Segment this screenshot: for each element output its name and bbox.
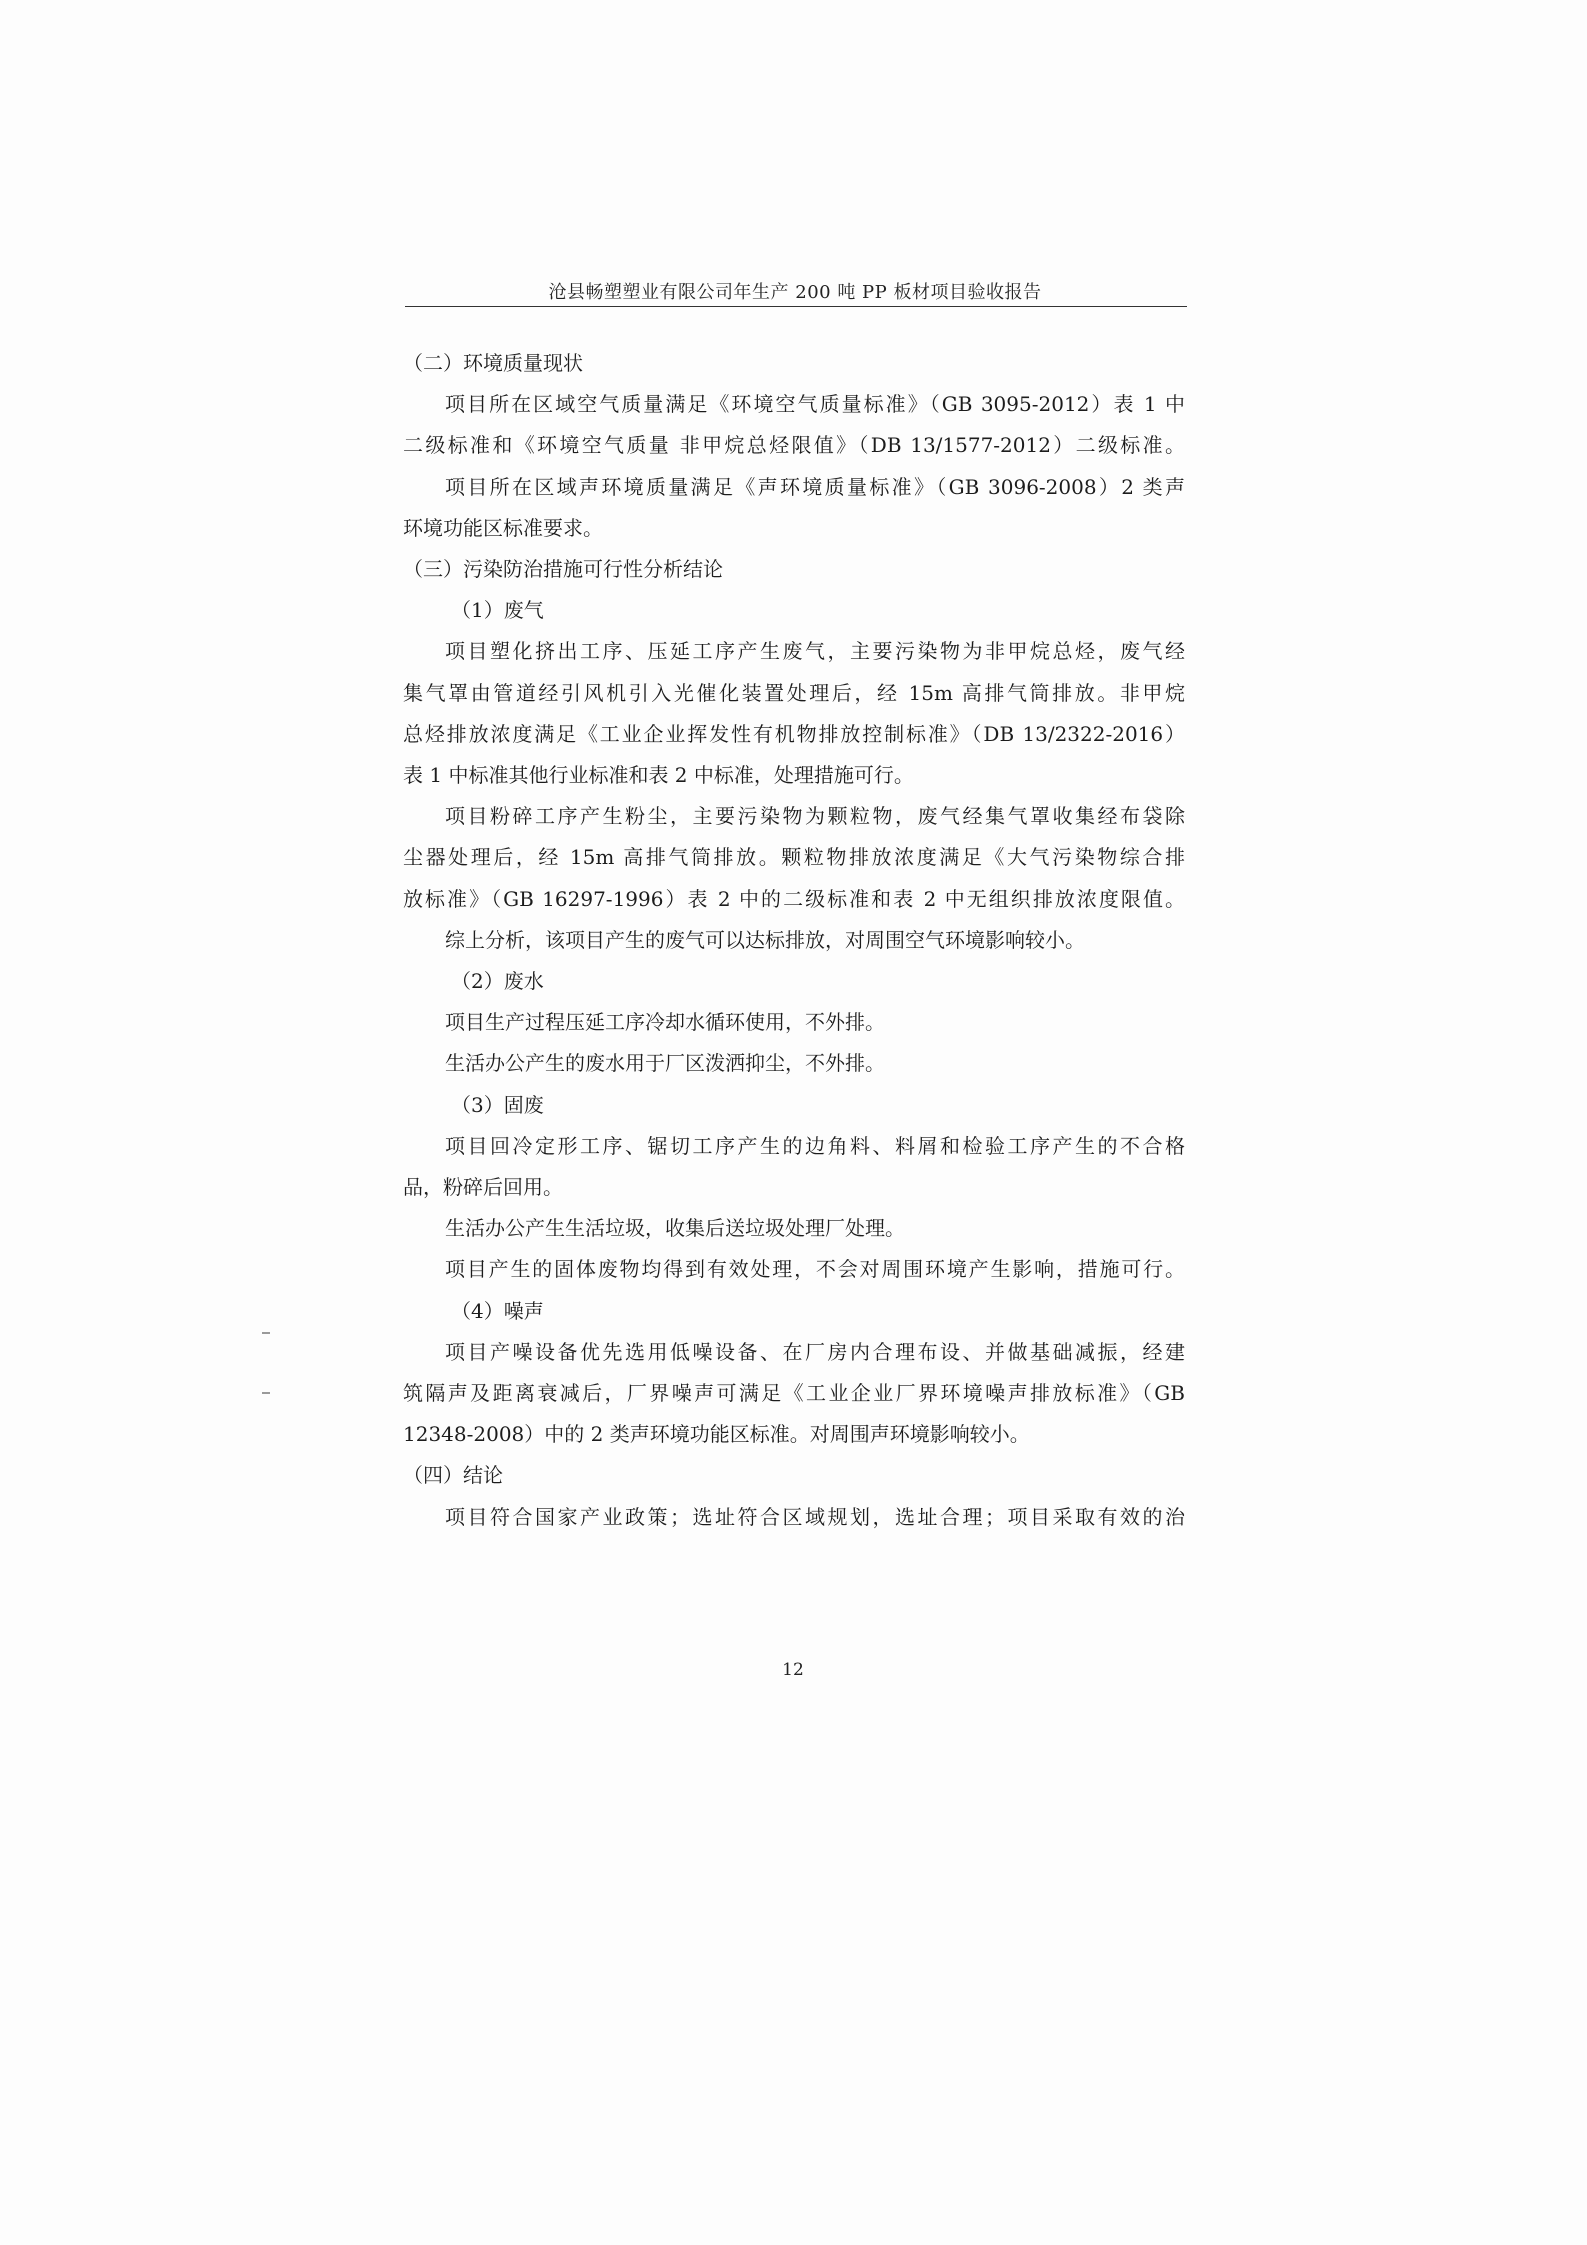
section-heading-pollution-control: （三）污染防治措施可行性分析结论 <box>403 557 723 582</box>
paragraph-line: 项目所在区域空气质量满足《环境空气质量标准》（GB 3095-2012）表 1 中 <box>445 392 1185 417</box>
section-heading-environment-quality: （二）环境质量现状 <box>403 351 583 375</box>
subsection-heading-exhaust-gas: （1）废气 <box>451 598 544 623</box>
paragraph-line: 环境功能区标准要求。 <box>403 515 603 540</box>
page-number: 12 <box>782 1660 804 1680</box>
paragraph-line: 放标准》（GB 16297-1996）表 2 中的二级标准和表 2 中无组织排放浓度限值。 <box>403 886 1185 911</box>
paragraph-line: 尘器处理后，经 15m 高排气筒排放。颗粒物排放浓度满足《大气污染物综合排 <box>403 845 1185 870</box>
section-heading-conclusion: （四）结论 <box>403 1463 503 1488</box>
running-header-title: 沧县畅塑塑业有限公司年生产 200 吨 PP 板材项目验收报告 <box>548 282 1042 303</box>
paragraph-line: 表 1 中标准其他行业标准和表 2 中标准，处理措施可行。 <box>403 763 914 788</box>
page-body <box>403 343 1185 1538</box>
paragraph-line: 项目回冷定形工序、锯切工序产生的边角料、料屑和检验工序产生的不合格 <box>445 1133 1185 1158</box>
subsection-heading-noise: （4）噪声 <box>451 1298 544 1323</box>
paragraph-line: 项目产噪设备优先选用低噪设备、在厂房内合理布设、并做基础减振，经建 <box>445 1339 1185 1364</box>
scan-speck <box>262 1392 270 1394</box>
paragraph-line: 项目符合国家产业政策；选址符合区域规划，选址合理；项目采取有效的治 <box>445 1504 1185 1529</box>
paragraph-line: 项目所在区域声环境质量满足《声环境质量标准》（GB 3096-2008）2 类声 <box>445 474 1185 499</box>
paragraph-line: 项目粉碎工序产生粉尘，主要污染物为颗粒物，废气经集气罩收集经布袋除 <box>445 804 1185 829</box>
paragraph-line: 集气罩由管道经引风机引入光催化装置处理后，经 15m 高排气筒排放。非甲烷 <box>403 680 1185 705</box>
paragraph-line: 总烃排放浓度满足《工业企业挥发性有机物排放控制标准》（DB 13/2322-2016） <box>403 721 1185 746</box>
scan-speck <box>262 1332 270 1334</box>
subsection-heading-solid-waste: （3）固废 <box>451 1092 544 1117</box>
paragraph-line: 项目产生的固体废物均得到有效处理，不会对周围环境产生影响，措施可行。 <box>445 1257 1185 1282</box>
paragraph-line: 品，粉碎后回用。 <box>403 1175 563 1200</box>
paragraph-line: 12348-2008）中的 2 类声环境功能区标准。对周围声环境影响较小。 <box>403 1422 1030 1447</box>
paragraph-line: 生活办公产生生活垃圾，收集后送垃圾处理厂处理。 <box>445 1216 905 1241</box>
paragraph-line: 项目生产过程压延工序冷却水循环使用，不外排。 <box>445 1010 885 1035</box>
subsection-heading-wastewater: （2）废水 <box>451 969 544 994</box>
paragraph-line: 二级标准和《环境空气质量 非甲烷总烃限值》（DB 13/1577-2012）二级标准。 <box>403 433 1185 458</box>
paragraph-line: 综上分析，该项目产生的废气可以达标排放，对周围空气环境影响较小。 <box>445 927 1085 952</box>
paragraph-line: 筑隔声及距离衰减后，厂界噪声可满足《工业企业厂界环境噪声排放标准》（GB <box>403 1381 1185 1406</box>
paragraph-line: 项目塑化挤出工序、压延工序产生废气，主要污染物为非甲烷总烃，废气经 <box>445 639 1185 664</box>
header-divider <box>405 306 1187 307</box>
paragraph-line: 生活办公产生的废水用于厂区泼洒抑尘，不外排。 <box>445 1051 885 1076</box>
